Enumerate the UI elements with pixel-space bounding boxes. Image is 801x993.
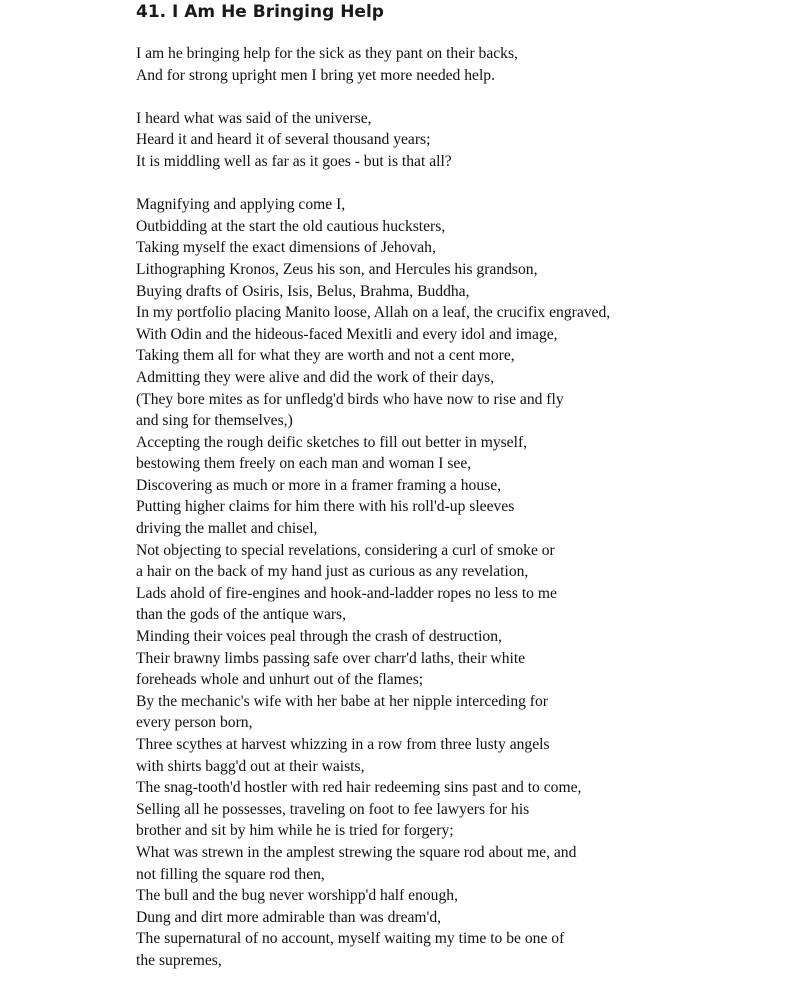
poem-line: I am he bringing help for the sick as they pant on their backs, — [136, 45, 518, 62]
poem-line: Minding their voices peal through the crash of destruction, — [136, 628, 502, 646]
poem-line: And for strong upright men I bring yet more needed help. — [136, 66, 495, 84]
poem-line: Dung and dirt more admirable than was dream'd, — [136, 908, 442, 926]
poem-line: Discovering as much or more in a framer framing a house, — [136, 476, 502, 494]
poem-line: In my portfolio placing Manito loose, Allah on a leaf, the crucifix engraved, — [136, 304, 611, 322]
poem-line: Lads ahold of fire-engines and hook-and-ladder ropes no less to me — [136, 584, 557, 602]
poem-line: Lithographing Kronos, Zeus his son, and Hercules his grandson, — [136, 260, 538, 278]
poem-line: with shirts bagg'd out at their waists, — [136, 757, 365, 775]
poem-line: Magnifying and applying come I, — [136, 196, 346, 214]
poem-line: Outbidding at the start the old cautious hucksters, — [136, 217, 446, 235]
poem-line: The supernatural of no account, myself waiting my time to be one of — [136, 930, 565, 948]
stanza — [136, 108, 786, 173]
poem-line: Three scythes at harvest whizzing in a row from three lusty angels — [136, 736, 550, 753]
poem-line: Taking them all for what they are worth and not a cent more, — [136, 347, 515, 365]
poem-line: It is middling well as far as it goes - but is that all? — [136, 152, 452, 170]
poem-line: and sing for themselves,) — [136, 412, 293, 430]
poem-line: every person born, — [136, 714, 253, 732]
poem-line: I heard what was said of the universe, — [136, 109, 372, 127]
poem-line: Selling all he possesses, traveling on foot to fee lawyers for his — [136, 800, 530, 818]
poem-line: driving the mallet and chisel, — [136, 520, 318, 538]
poem-line: The bull and the bug never worshipp'd half enough, — [136, 887, 458, 905]
poem-line: Taking myself the exact dimensions of Jehovah, — [136, 239, 436, 257]
poem-line: By the mechanic's wife with her babe at her nipple interceding for — [136, 692, 548, 710]
poem-line: Accepting the rough deific sketches to fill out better in myself, — [136, 433, 528, 451]
poem-line: Heard it and heard it of several thousand years; — [136, 131, 431, 149]
poem-line: Not objecting to special revelations, considering a curl of smoke or — [136, 541, 555, 559]
poem-line: Their brawny limbs passing safe over charr'd laths, their white — [136, 649, 526, 667]
poem-line: Putting higher claims for him there with his roll'd-up sleeves — [136, 498, 515, 516]
poem-line: not filling the square rod then, — [136, 865, 325, 883]
poem-line: Buying drafts of Osiris, Isis, Belus, Brahma, Buddha, — [136, 282, 470, 300]
poem-title: 41. I Am He Bringing Help — [136, 2, 384, 22]
poem-line: The snag-tooth'd hostler with red hair redeeming sins past and to come, — [136, 779, 582, 797]
stanza — [136, 194, 786, 971]
poem-line: With Odin and the hideous-faced Mexitli and every idol and image, — [136, 325, 558, 343]
poem-line: (They bore mites as for unfledg'd birds who have now to rise and fly — [136, 390, 564, 408]
poem-line: a hair on the back of my hand just as curious as any revelation, — [136, 563, 529, 581]
stanza — [136, 43, 786, 86]
poem-line: the supremes, — [136, 951, 222, 969]
poem-line: bestowing them freely on each man and woman I see, — [136, 455, 472, 473]
poem-line: than the gods of the antique wars, — [136, 606, 347, 624]
poem-line: What was strewn in the amplest strewing the square rod about me, and — [136, 843, 577, 861]
poem-line: foreheads whole and unhurt out of the flames; — [136, 671, 424, 689]
poem-line: brother and sit by him while he is tried for forgery; — [136, 822, 454, 840]
poem-body — [136, 43, 786, 993]
poem-line: Admitting they were alive and did the work of their days, — [136, 368, 495, 386]
